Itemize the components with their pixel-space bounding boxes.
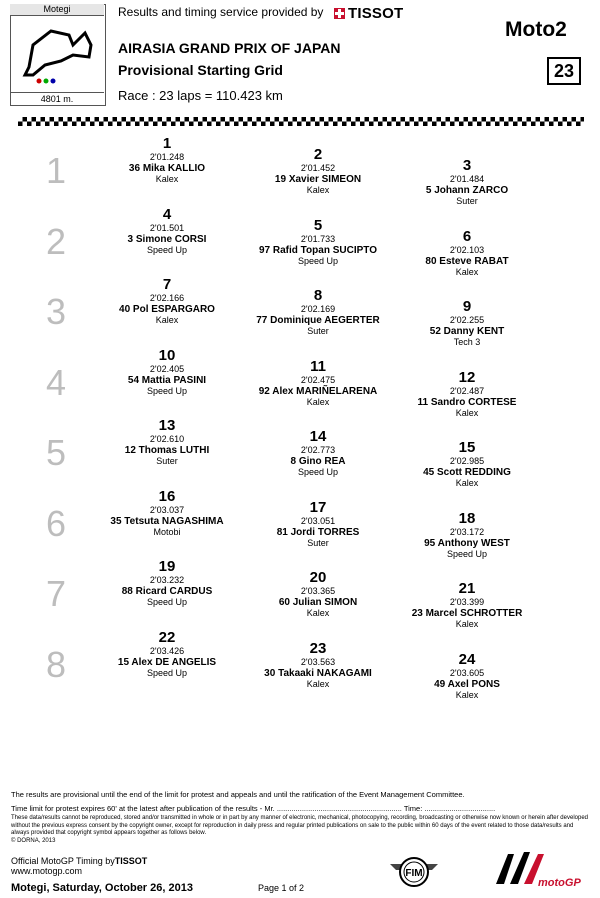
- qualifying-time: 2'03.232: [149, 575, 185, 585]
- grid-position: 15: [458, 439, 476, 456]
- grid-position: 16: [158, 487, 176, 505]
- rider-name: 11 Sandro CORTESE: [417, 396, 517, 408]
- qualifying-time: 2'03.037: [149, 504, 185, 515]
- motogp-logo-text: motoGP: [538, 877, 581, 889]
- grid-position: 17: [309, 498, 327, 516]
- grid-position: 5: [313, 216, 323, 234]
- rider-name: 80 Esteve RABAT: [425, 255, 509, 267]
- team-name: Kalex: [155, 174, 179, 184]
- grid-slot: [92, 630, 242, 679]
- rider-name: 35 Tetsuta NAGASHIMA: [110, 515, 224, 527]
- grid-slot: [92, 277, 242, 326]
- team-name: Speed Up: [146, 385, 188, 396]
- team-name: Motobi: [153, 526, 181, 537]
- grid-slot: [392, 511, 542, 560]
- provisional-note: The results are provisional until the end of the limit for protest and appeals and until the ratification of the Event Management Committee.: [11, 790, 465, 799]
- rider-name: 81 Jordi TORRES: [276, 526, 360, 538]
- grid-position: 14: [309, 428, 327, 445]
- team-name: Kalex: [306, 185, 330, 195]
- team-name: Speed Up: [146, 244, 188, 255]
- grid-row-number: 8: [45, 643, 67, 685]
- grid-slot: [243, 570, 393, 619]
- motogp-logo: [490, 848, 581, 892]
- official-timing: [11, 856, 147, 876]
- grid-position: 18: [458, 509, 476, 527]
- team-name: Kalex: [455, 266, 479, 277]
- track-length: 4801 m.: [10, 92, 104, 105]
- track-map-box: [10, 4, 106, 106]
- copyright-text: These data/results cannot be reproduced, stored and/or transmitted in whole or in part by any manner of electronic, mechanical, photocopying, recording, broadcasting or otherwise now known or herein after developed without the previous express consent by the copyright owner, except for reproduction in daily press and regular printed publications on sale to the public within 60 days of the event related to those data/results and always provided that copyright symbol appears together as follows below.: [11, 815, 588, 836]
- team-name: Kalex: [155, 315, 179, 325]
- track-name: Motegi: [10, 4, 104, 16]
- grid-row-number: 4: [45, 361, 67, 403]
- grid-slot: [243, 500, 393, 549]
- grid-slot: [92, 207, 242, 256]
- tissot-cross-icon: [334, 8, 345, 19]
- qualifying-time: 2'02.985: [449, 456, 485, 466]
- qualifying-time: 2'02.475: [300, 374, 336, 385]
- grid-position: 8: [313, 287, 323, 304]
- rider-name: 19 Xavier SIMEON: [274, 174, 362, 185]
- grid-slot: [92, 559, 242, 608]
- grid-row-number: 2: [45, 220, 67, 262]
- team-name: Tech 3: [453, 337, 481, 347]
- document-title: Provisional Starting Grid: [118, 62, 283, 78]
- grid-position: 10: [158, 346, 176, 364]
- qualifying-time: 2'03.051: [300, 515, 336, 526]
- checkered-divider: [18, 117, 584, 126]
- tissot-brand: TISSOT: [348, 5, 404, 22]
- grid-slot: [392, 370, 542, 419]
- grid-position: 7: [162, 276, 172, 293]
- grid-position: 3: [462, 157, 472, 174]
- grid-slot: [92, 348, 242, 397]
- grid-row-number: 3: [45, 291, 67, 332]
- grid-position: 21: [458, 580, 476, 597]
- page-number: Page 1 of 2: [258, 883, 305, 893]
- website-link[interactable]: www.motogp.com: [11, 866, 83, 876]
- qualifying-time: 2'03.605: [449, 667, 485, 678]
- grid-slot: [392, 581, 542, 630]
- grid-row-number: 6: [45, 502, 67, 544]
- rider-name: 30 Takaaki NAKAGAMI: [264, 667, 372, 679]
- event-title: AIRASIA GRAND PRIX OF JAPAN: [118, 40, 341, 56]
- grid-position: 11: [310, 357, 326, 375]
- grid-slot: [392, 440, 542, 489]
- tissot-logo: [334, 5, 403, 22]
- qualifying-time: 2'01.484: [449, 174, 485, 184]
- grid-position: 13: [158, 417, 176, 434]
- team-name: Kalex: [455, 689, 479, 700]
- grid-slot: [243, 147, 393, 196]
- rider-name: 54 Mattia PASINI: [127, 374, 207, 386]
- grid-slot: [92, 136, 242, 185]
- qualifying-time: 2'03.426: [149, 645, 185, 656]
- qualifying-time: 2'02.773: [300, 445, 336, 455]
- team-name: Kalex: [306, 608, 330, 618]
- qualifying-time: 2'03.365: [300, 586, 336, 596]
- grid-position: 22: [158, 628, 176, 646]
- timing-brand: TISSOT: [114, 856, 148, 866]
- rider-name: 40 Pol ESPARGARO: [119, 304, 215, 315]
- grid-row-number: 7: [45, 573, 67, 614]
- team-name: Kalex: [455, 407, 479, 418]
- grid-position: 19: [158, 558, 176, 575]
- grid-position: 4: [162, 205, 172, 223]
- rider-name: 5 Johann ZARCO: [425, 185, 509, 196]
- team-name: Speed Up: [446, 548, 488, 559]
- qualifying-time: 2'02.405: [149, 363, 185, 374]
- qualifying-time: 2'02.169: [300, 304, 336, 314]
- qualifying-time: 2'01.501: [149, 222, 185, 233]
- qualifying-time: 2'01.452: [300, 163, 336, 173]
- grid-slot: [243, 429, 393, 478]
- qualifying-time: 2'03.172: [449, 526, 485, 537]
- rider-name: 49 Axel PONS: [434, 678, 500, 690]
- fim-logo-text: FIM: [405, 868, 423, 879]
- rider-name: 3 Simone CORSI: [127, 233, 207, 245]
- grid-position: 24: [458, 650, 476, 668]
- grid-position: 23: [309, 639, 327, 657]
- track-map-icon: [11, 5, 105, 105]
- team-name: Kalex: [455, 478, 479, 488]
- grid-slot: [92, 418, 242, 467]
- fim-logo: [388, 852, 440, 888]
- grid-slot: [243, 218, 393, 267]
- grid-position: 9: [462, 298, 472, 315]
- rider-name: 15 Alex DE ANGELIS: [117, 656, 217, 668]
- team-name: Speed Up: [297, 255, 339, 266]
- qualifying-time: 2'02.103: [449, 244, 485, 255]
- session-number: 23: [547, 57, 581, 85]
- rider-name: 8 Gino REA: [290, 456, 346, 467]
- qualifying-time: 2'02.610: [149, 434, 185, 444]
- rider-name: 95 Anthony WEST: [424, 537, 510, 549]
- grid-slot: [392, 652, 542, 701]
- grid-slot: [392, 299, 542, 348]
- team-name: Suter: [307, 326, 329, 336]
- event-date: Motegi, Saturday, October 26, 2013: [11, 882, 193, 894]
- grid-slot: [392, 158, 542, 207]
- team-name: Kalex: [306, 396, 330, 407]
- rider-name: 60 Julian SIMON: [278, 597, 358, 608]
- team-name: Suter: [307, 537, 329, 548]
- qualifying-time: 2'02.255: [449, 315, 485, 325]
- team-name: Speed Up: [146, 667, 188, 678]
- rider-name: 77 Dominique AEGERTER: [256, 315, 380, 326]
- rider-name: 36 Mika KALLIO: [128, 163, 206, 174]
- team-name: Speed Up: [297, 467, 339, 477]
- grid-row-number: 5: [45, 432, 67, 473]
- qualifying-time: 2'01.733: [300, 233, 336, 244]
- rider-name: 88 Ricard CARDUS: [121, 586, 213, 597]
- qualifying-time: 2'02.166: [149, 293, 185, 303]
- rider-name: 12 Thomas LUTHI: [124, 445, 210, 456]
- grid-slot: [243, 288, 393, 337]
- qualifying-time: 2'03.399: [449, 597, 485, 607]
- qualifying-time: 2'02.487: [449, 385, 485, 396]
- team-name: Kalex: [306, 678, 330, 689]
- rider-name: 52 Danny KENT: [429, 326, 505, 337]
- provided-by-text: Results and timing service provided by: [118, 5, 324, 19]
- rider-name: 97 Rafid Topan SUCIPTO: [259, 244, 377, 256]
- grid-position: 12: [458, 368, 476, 386]
- grid-position: 6: [462, 227, 472, 245]
- qualifying-time: 2'03.563: [300, 656, 336, 667]
- protest-limit: Time limit for protest expires 60' at the latest after publication of the results - Mr. ............................................................ Time: ..................................: [11, 804, 496, 813]
- race-info: Race : 23 laps = 110.423 km: [118, 88, 283, 103]
- team-name: Suter: [456, 196, 478, 206]
- copyright-notice: [11, 815, 591, 845]
- timing-by-text: Official MotoGP Timing by: [11, 856, 115, 866]
- grid-slot: [243, 359, 393, 408]
- team-name: Suter: [156, 456, 178, 466]
- rider-name: 92 Alex MARIÑELARENA: [258, 385, 378, 397]
- rider-name: 23 Marcel SCHROTTER: [411, 608, 523, 619]
- dorna-copyright: © DORNA, 2013: [11, 837, 56, 844]
- class-name: Moto2: [505, 18, 567, 41]
- grid-slot: [92, 489, 242, 538]
- grid-slot: [243, 641, 393, 690]
- grid-position: 2: [313, 146, 323, 163]
- grid-position: 1: [162, 135, 172, 152]
- grid-position: 20: [309, 569, 327, 586]
- team-name: Speed Up: [146, 597, 188, 607]
- grid-row-number: 1: [45, 150, 67, 191]
- team-name: Kalex: [455, 619, 479, 629]
- rider-name: 45 Scott REDDING: [423, 467, 511, 478]
- grid-slot: [392, 229, 542, 278]
- qualifying-time: 2'01.248: [149, 152, 185, 162]
